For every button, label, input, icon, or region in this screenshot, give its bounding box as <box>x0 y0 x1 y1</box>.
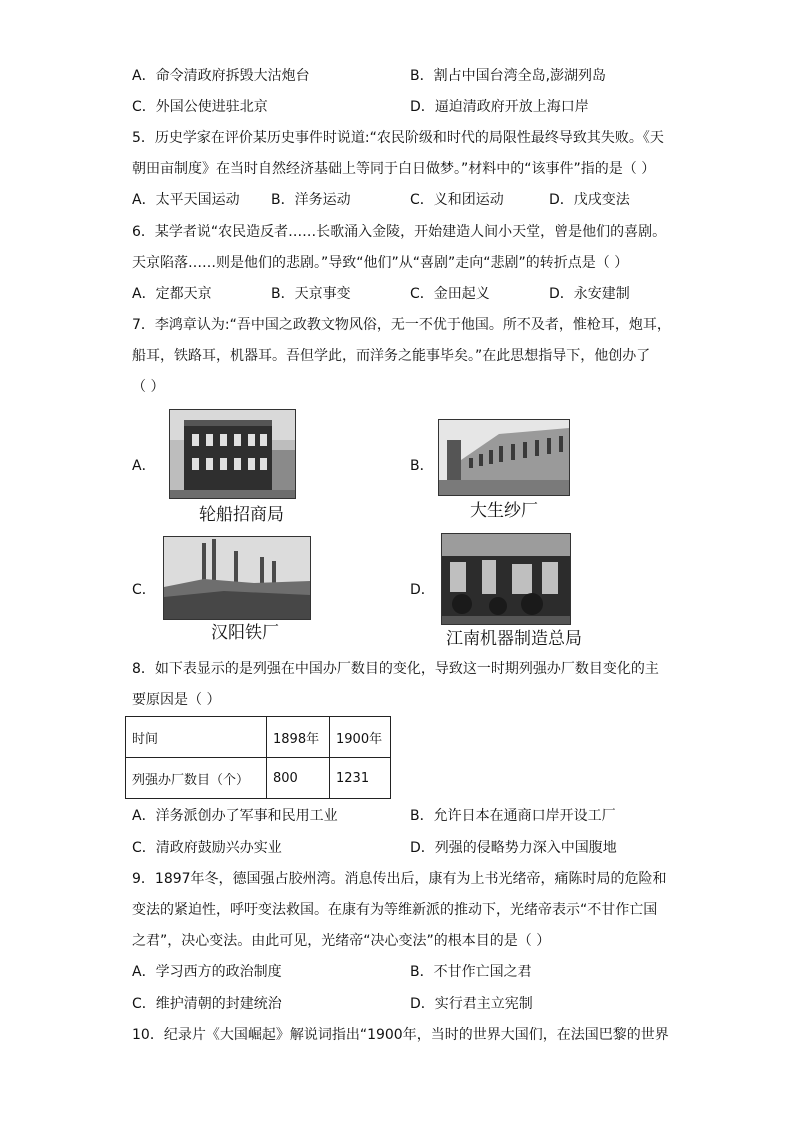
q5-option-c: C．义和团运动 <box>410 192 504 208</box>
q5-stem-line1: 5．历史学家在评价某历史事件时说道:“农民阶级和时代的局限性最终导致其失败。《天 <box>132 130 664 146</box>
q9-stem-line2: 变法的紧迫性，呼吁变法救国。在康有为等维新派的推动下，光绪帝表示“不甘作亡国 <box>132 902 658 918</box>
q7-option-a-caption: 轮船招商局 <box>199 505 284 525</box>
table-header-cell: 时间 <box>126 717 267 758</box>
q8-option-a: A．洋务派创办了军事和民用工业 <box>132 808 338 824</box>
q7-stem-line1: 7．李鸿章认为:“吾中国之政教文物风俗，无一不优于他国。所不及者，惟枪耳，炮耳， <box>132 317 671 333</box>
q9-stem-line1: 9．1897年冬，德国强占胶州湾。消息传出后，康有为上书光绪帝，痛陈时局的危险和 <box>132 871 667 887</box>
q7-option-d-label: D． <box>410 582 435 598</box>
q7-option-b-caption: 大生纱厂 <box>470 501 538 521</box>
q9-option-d: D．实行君主立宪制 <box>410 996 533 1012</box>
q9-option-a: A．学习西方的政治制度 <box>132 964 282 980</box>
q5-option-d: D．戊戌变法 <box>549 192 630 208</box>
q7-option-d-photo <box>441 533 571 625</box>
q6-option-b: B．天京事变 <box>271 286 351 302</box>
q4-option-a: A．命令清政府拆毁大沽炮台 <box>132 68 310 84</box>
table-cell: 800 <box>267 758 330 799</box>
q5-option-a: A．太平天国运动 <box>132 192 240 208</box>
q8-stem-line2: 要原因是（ ） <box>132 692 221 708</box>
q8-option-d: D．列强的侵略势力深入中国腹地 <box>410 840 617 856</box>
q7-stem-line2: 船耳，铁路耳，机器耳。吾但学此，而洋务之能事毕矣。”在此思想指导下，他创办了 <box>132 348 651 364</box>
table-cell: 列强办厂数目（个） <box>126 758 267 799</box>
q4-option-c: C．外国公使进驻北京 <box>132 99 268 115</box>
q9-option-b: B．不甘作亡国之君 <box>410 964 532 980</box>
q4-option-d: D．逼迫清政府开放上海口岸 <box>410 99 589 115</box>
q8-option-c: C．清政府鼓励兴办实业 <box>132 840 282 856</box>
q4-option-b: B．割占中国台湾全岛,澎湖列岛 <box>410 68 607 84</box>
q6-option-d: D．永安建制 <box>549 286 630 302</box>
q7-option-c-photo <box>163 536 311 620</box>
table-cell: 1231 <box>330 758 391 799</box>
q9-stem-line3: 之君”，决心变法。由此可见，光绪帝“决心变法”的根本目的是（ ） <box>132 933 551 949</box>
q7-option-a-label: A． <box>132 458 156 474</box>
q9-option-c: C．维护清朝的封建统治 <box>132 996 282 1012</box>
q7-option-c-caption: 汉阳铁厂 <box>211 623 279 643</box>
table-row <box>126 717 391 758</box>
q6-stem-line1: 6．某学者说“农民造反者……长歌涌入金陵，开始建造人间小天堂，曾是他们的喜剧。 <box>132 224 667 240</box>
q5-option-b: B．洋务运动 <box>271 192 351 208</box>
q10-stem-line1: 10．纪录片《大国崛起》解说词指出“1900年，当时的世界大国们，在法国巴黎的世界 <box>132 1027 669 1043</box>
q7-option-b-photo <box>438 419 570 496</box>
q6-option-c: C．金田起义 <box>410 286 490 302</box>
q8-option-b: B．允许日本在通商口岸开设工厂 <box>410 808 616 824</box>
q8-stem-line1: 8．如下表显示的是列强在中国办厂数目的变化，导致这一时期列强办厂数目变化的主 <box>132 661 659 677</box>
q6-option-a: A．定都天京 <box>132 286 212 302</box>
q7-option-a-photo <box>169 409 296 499</box>
q5-stem-line2: 朝田亩制度》在当时自然经济基础上等同于白日做梦。”材料中的“该事件”指的是（ ） <box>132 161 656 177</box>
q7-option-d-caption: 江南机器制造总局 <box>446 629 582 649</box>
factory-count-table <box>125 716 391 799</box>
table-header-cell: 1898年 <box>267 717 330 758</box>
q7-option-c-label: C． <box>132 582 156 598</box>
q6-stem-line2: 天京陷落……则是他们的悲剧。”导致“他们”从“喜剧”走向“悲剧”的转折点是（ ） <box>132 255 629 271</box>
q7-stem-line3: （ ） <box>132 379 165 395</box>
table-header-cell: 1900年 <box>330 717 391 758</box>
table-row <box>126 758 391 799</box>
q7-option-b-label: B． <box>410 458 434 474</box>
